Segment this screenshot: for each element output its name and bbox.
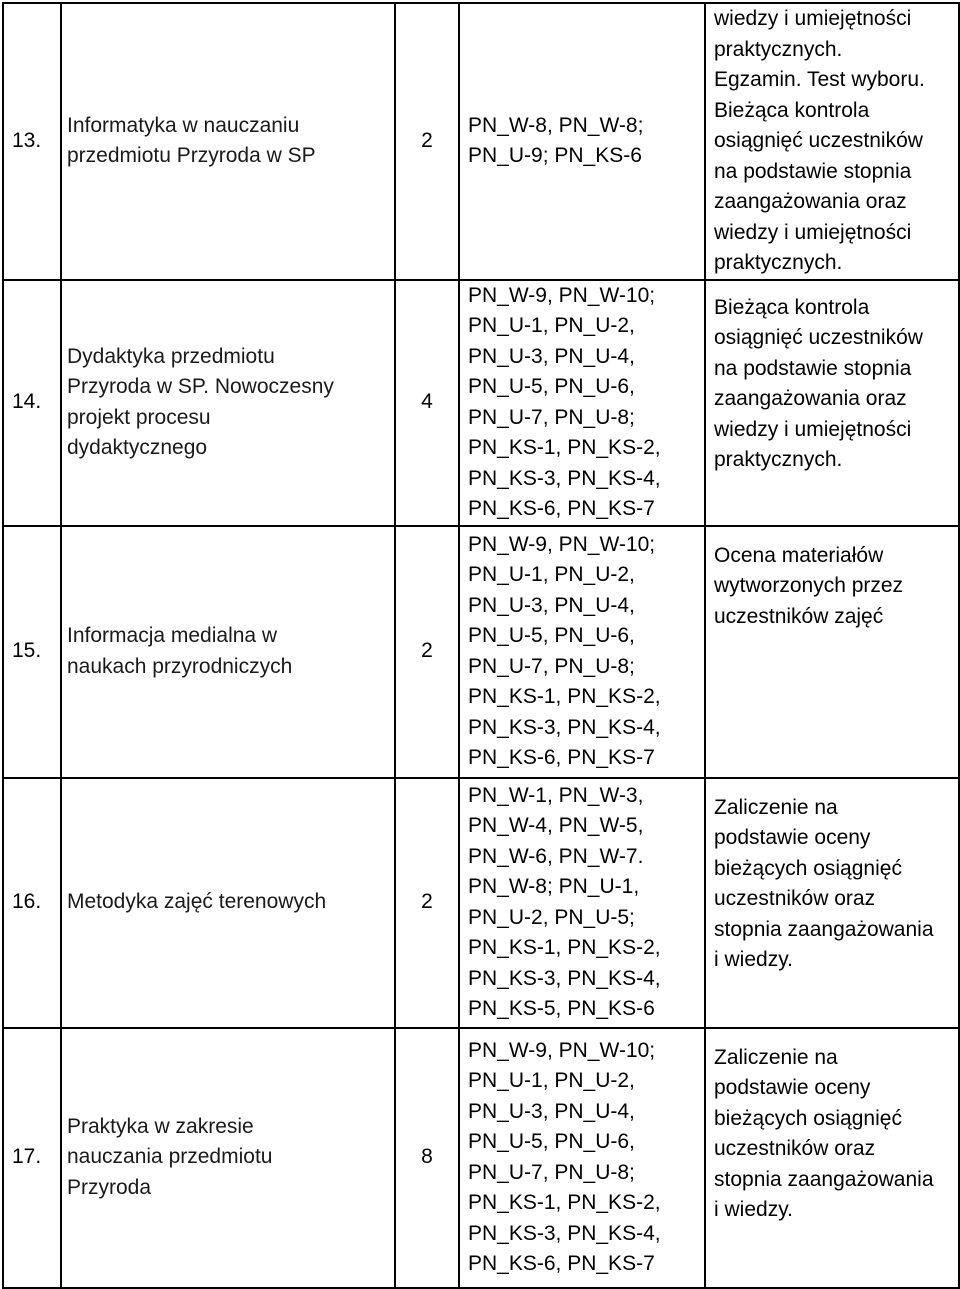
learning-effects xyxy=(459,778,705,1028)
course-name-line: Dydaktyka przedmiotu xyxy=(67,344,275,368)
learning-effects xyxy=(459,3,705,280)
learning-effect-line: PN_U-1, PN_U-2, xyxy=(468,314,635,337)
course-name-line: Praktyka w zakresie xyxy=(67,1114,254,1138)
learning-effect-line: PN_KS-6, PN_KS-7 xyxy=(468,497,655,520)
table-row xyxy=(3,526,959,778)
learning-effect-line: PN_U-5, PN_U-6, xyxy=(468,1130,635,1153)
assessment-line: zaangażowania oraz xyxy=(714,190,907,213)
learning-effect-line: PN_U-3, PN_U-4, xyxy=(468,593,635,617)
assessment-line: osiągnięć uczestników xyxy=(714,129,923,152)
assessment-line: Zaliczenie na xyxy=(714,795,838,819)
course-name-line: projekt procesu xyxy=(67,405,211,429)
course-name-line: Informatyka w nauczaniu xyxy=(67,113,300,137)
course-name xyxy=(61,3,395,280)
ects-points: 4 xyxy=(395,280,459,526)
assessment-line: praktycznych. xyxy=(714,448,843,471)
course-name-line: dydaktycznego xyxy=(67,436,208,459)
assessment-form xyxy=(705,1028,959,1288)
assessment-line: podstawie oceny xyxy=(714,1076,871,1099)
course-name xyxy=(61,526,395,778)
assessment-line: Zaliczenie na xyxy=(714,1045,838,1069)
learning-effect-line: PN_U-5, PN_U-6, xyxy=(468,624,635,647)
learning-effect-line: PN_U-9; PN_KS-6 xyxy=(468,144,642,168)
course-name-line: Przyroda xyxy=(67,1175,152,1199)
assessment-line: Ocena materiałów xyxy=(714,543,884,567)
learning-effect-line: PN_U-5, PN_U-6, xyxy=(468,375,635,398)
learning-effect-line: PN_W-4, PN_W-5, xyxy=(468,814,644,837)
learning-effect-line: PN_U-3, PN_U-4, xyxy=(468,1099,635,1123)
learning-effect-line: PN_W-6, PN_W-7. xyxy=(468,844,644,868)
ects-points: 2 xyxy=(395,526,459,778)
learning-effect-line: PN_U-7, PN_U-8; xyxy=(468,405,635,429)
course-table xyxy=(2,2,960,1289)
assessment-line: praktycznych. xyxy=(714,251,843,274)
learning-effect-line: PN_U-7, PN_U-8; xyxy=(468,1160,635,1184)
assessment-line: wiedzy i umiejętności xyxy=(714,417,912,441)
table-row xyxy=(3,1028,959,1288)
assessment-form xyxy=(705,526,959,778)
learning-effects xyxy=(459,1028,705,1288)
course-name xyxy=(61,778,395,1028)
assessment-line: stopnia zaangażowania xyxy=(714,1167,934,1191)
learning-effect-line: PN_KS-1, PN_KS-2, xyxy=(468,685,661,708)
course-name-line: naukach przyrodniczych xyxy=(67,654,293,678)
row-number: 15. xyxy=(3,526,61,778)
learning-effect-line: PN_U-2, PN_U-5; xyxy=(468,905,635,929)
learning-effect-line: PN_U-3, PN_U-4, xyxy=(468,344,635,368)
assessment-line: zaangażowania oraz xyxy=(714,387,907,410)
table-row xyxy=(3,280,959,526)
assessment-line: Egzamin. Test wyboru. xyxy=(714,68,925,91)
learning-effect-line: PN_W-8, PN_W-8; xyxy=(468,113,644,137)
assessment-line: i wiedzy. xyxy=(714,948,793,971)
assessment-form xyxy=(705,280,959,526)
assessment-line: wytworzonych przez xyxy=(714,574,904,597)
course-name-line: Metodyka zajęć terenowych xyxy=(67,890,327,914)
learning-effect-line: PN_W-9, PN_W-10; xyxy=(468,532,656,556)
assessment-line: podstawie oceny xyxy=(714,826,871,849)
learning-effect-line: PN_KS-3, PN_KS-4, xyxy=(468,466,661,490)
row-number: 14. xyxy=(3,280,61,526)
ects-points: 8 xyxy=(395,1028,459,1288)
learning-effects xyxy=(459,526,705,778)
course-name-line: Przyroda w SP. Nowoczesny xyxy=(67,375,334,398)
row-number: 16. xyxy=(3,778,61,1028)
assessment-line: praktycznych. xyxy=(714,37,843,61)
learning-effect-line: PN_U-1, PN_U-2, xyxy=(468,563,635,586)
course-name-line: Informacja medialna w xyxy=(67,624,278,647)
row-number: 13. xyxy=(3,3,61,280)
assessment-line: stopnia zaangażowania xyxy=(714,917,934,941)
learning-effect-line: PN_W-8; PN_U-1, xyxy=(468,875,640,898)
ects-points: 2 xyxy=(395,3,459,280)
learning-effect-line: PN_W-1, PN_W-3, xyxy=(468,783,644,807)
learning-effect-line: PN_KS-1, PN_KS-2, xyxy=(468,1191,661,1214)
assessment-form xyxy=(705,778,959,1028)
assessment-line: Bieżąca kontrola xyxy=(714,98,870,122)
assessment-line: bieżących osiągnięć xyxy=(714,1106,902,1130)
learning-effect-line: PN_KS-6, PN_KS-7 xyxy=(468,1252,655,1275)
table-row xyxy=(3,3,959,280)
learning-effect-line: PN_W-9, PN_W-10; xyxy=(468,283,656,307)
assessment-line: i wiedzy. xyxy=(714,1198,793,1221)
assessment-line: uczestników oraz xyxy=(714,1137,876,1160)
assessment-line: wiedzy i umiejętności xyxy=(714,220,912,244)
assessment-line: bieżących osiągnięć xyxy=(714,856,902,880)
assessment-line: na podstawie stopnia xyxy=(714,159,912,183)
assessment-line: uczestników zajęć xyxy=(714,604,884,628)
learning-effect-line: PN_KS-3, PN_KS-4, xyxy=(468,715,661,739)
learning-effect-line: PN_U-7, PN_U-8; xyxy=(468,654,635,678)
table-row xyxy=(3,778,959,1028)
row-number: 17. xyxy=(3,1028,61,1288)
learning-effect-line: PN_U-1, PN_U-2, xyxy=(468,1069,635,1092)
learning-effect-line: PN_W-9, PN_W-10; xyxy=(468,1038,656,1062)
assessment-line: na podstawie stopnia xyxy=(714,356,912,380)
learning-effect-line: PN_KS-1, PN_KS-2, xyxy=(468,436,661,459)
learning-effect-line: PN_KS-5, PN_KS-6 xyxy=(468,997,655,1020)
learning-effect-line: PN_KS-3, PN_KS-4, xyxy=(468,966,661,990)
learning-effect-line: PN_KS-1, PN_KS-2, xyxy=(468,936,661,959)
assessment-line: uczestników oraz xyxy=(714,887,876,910)
table-body xyxy=(3,3,959,1288)
learning-effects xyxy=(459,280,705,526)
assessment-line: Bieżąca kontrola xyxy=(714,295,870,319)
assessment-form xyxy=(705,3,959,280)
course-name-line: nauczania przedmiotu xyxy=(67,1145,273,1169)
course-name xyxy=(61,1028,395,1288)
ects-points: 2 xyxy=(395,778,459,1028)
learning-effect-line: PN_KS-6, PN_KS-7 xyxy=(468,746,655,769)
assessment-line: osiągnięć uczestników xyxy=(714,326,923,349)
learning-effect-line: PN_KS-3, PN_KS-4, xyxy=(468,1221,661,1245)
assessment-line: wiedzy i umiejętności xyxy=(714,7,912,30)
course-name xyxy=(61,280,395,526)
course-name-line: przedmiotu Przyroda w SP xyxy=(67,144,316,168)
